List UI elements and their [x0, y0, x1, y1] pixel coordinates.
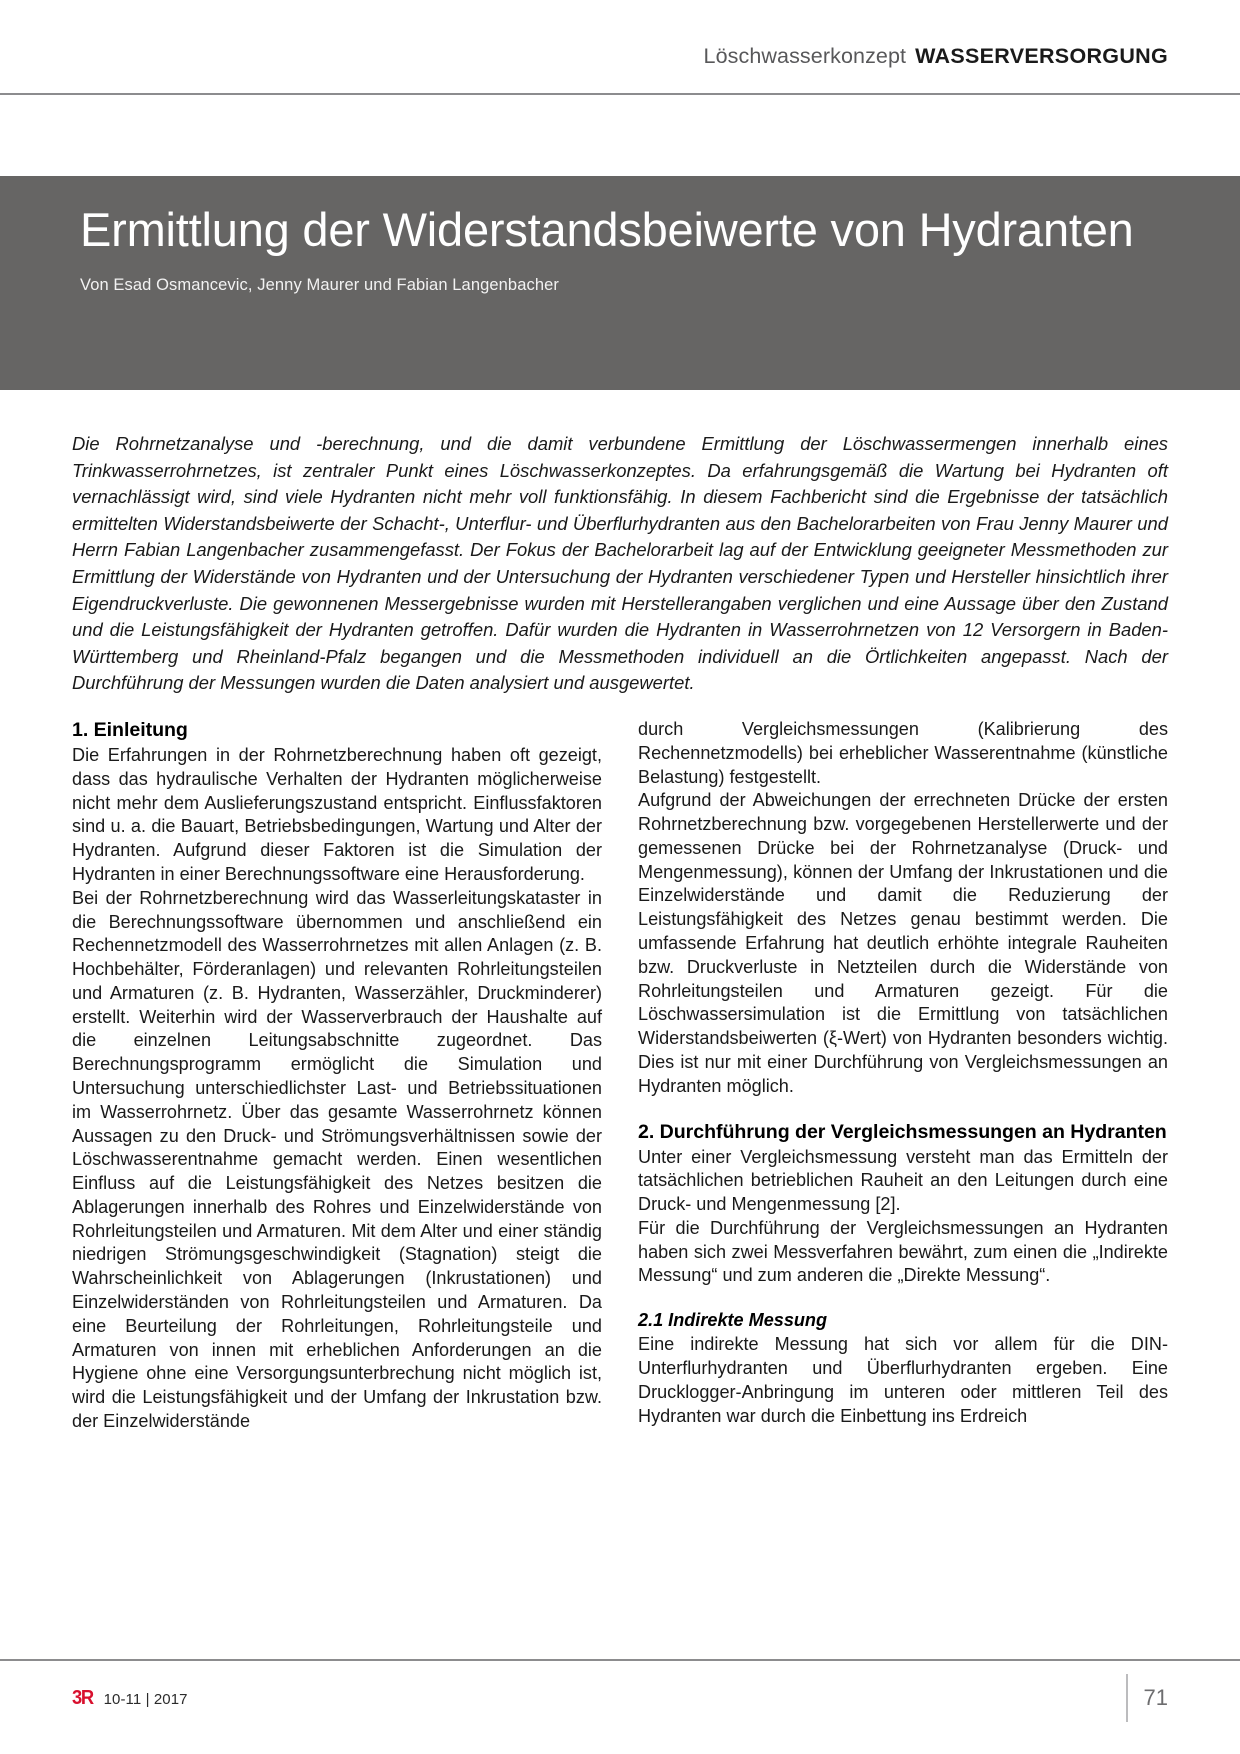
author-line: Von Esad Osmancevic, Jenny Maurer und Fabian Langenbacher	[80, 276, 559, 295]
right-paragraph-1: durch Vergleichsmessungen (Kalibrierung des Rechennetzmodells) bei erheblicher Wasserentnahme (künstliche Belastung) festgestellt.	[638, 719, 1168, 787]
right-paragraph-3: Unter einer Vergleichsmessung versteht man das Ermitteln der tatsächlichen betrieblichen Rauheit an den Leitungen durch eine Druck- und Mengenmessung [2].	[638, 1146, 1168, 1215]
subsection-heading-2-1: 2.1 Indirekte Messung	[638, 1310, 828, 1331]
issue-label: 10-11 | 2017	[103, 1691, 188, 1708]
page-number: 71	[1143, 1685, 1168, 1710]
footer-left-group	[72, 1688, 188, 1708]
right-paragraph-2: Aufgrund der Abweichungen der errechneten Drücke der ersten Rohrnetzberechnung bzw. vorgegebenen Herstellerwerte und der gemessenen Drücke bei der Rohrnetzanalyse (Druck- und Mengenmessung), können der Umfang der Inkrustationen und die Einzelwiderstände und damit die Reduzierung der Leistungsfähigkeit des Netzes genau bestimmt werden. Die umfassende Erfahrung hat deutlich erhöhte integrale Rauheiten bzw. Druckverluste in Netzteilen durch die Widerstände von Rohrleitungsteilen und Armaturen gezeigt. Für die Löschwassersimulation ist die Ermittlung von tatsächlichen Widerstandsbeiwerten (ξ-Wert) von Hydranten besonders wichtig. Dies ist nur mit einer Durchführung von Vergleichsmessungen an Hydranten möglich.	[638, 790, 1168, 1096]
section-heading-2: 2. Durchführung der Vergleichsmessungen an Hydranten	[638, 1120, 1167, 1143]
running-head-topic: WASSERVERSORGUNG	[915, 44, 1168, 68]
body-columns	[72, 718, 1168, 1478]
right-paragraph-5: Eine indirekte Messung hat sich vor allem für die DIN-Unterflurhydranten und Überflurhydranten ergeben. Eine Drucklogger-Anbringung im unteren oder mittleren Teil des Hydranten war durch die Einbettung ins Erdreich	[638, 1334, 1168, 1426]
running-head	[72, 46, 1168, 90]
header-divider	[0, 93, 1240, 95]
title-banner	[0, 176, 1240, 390]
footer-divider	[0, 1659, 1240, 1661]
left-paragraph-1: Die Erfahrungen in der Rohrnetzberechnung haben oft gezeigt, dass das hydraulische Verhalten der Hydranten möglicherweise nicht mehr dem Auslieferungszustand entspricht. Einflussfaktoren sind u. a. die Bauart, Betriebsbedingungen, Wartung und Alter der Hydranten. Aufgrund dieser Faktoren ist die Simulation der Hydranten in einer Berechnungssoftware eine Herausforderung.	[72, 745, 602, 884]
left-paragraph-2: Bei der Rohrnetzberechnung wird das Wasserleitungskataster in die Berechnungssoftware übernommen und anschließend ein Rechennetzmodell des Wasserrohrnetzes mit allen Anlagen (z. B. Hochbehälter, Förderanlagen) und relevanten Rohrleitungsteilen und Armaturen (z. B. Hydranten, Wasserzähler, Druckminderer) erstellt. Weiterhin wird der Wasserverbrauch der Haushalte auf die einzelnen Leitungsabschnitte zugeordnet. Das Berechnungsprogramm ermöglicht die Simulation und Untersuchung unterschiedlichster Last- und Betriebssituationen im Wasserrohrnetz. Über das gesamte Wasserrohrnetz können Aussagen zu den Druck- und Strömungsverhältnissen sowie der Löschwasserentnahme gemacht werden. Einen wesentlichen Einfluss auf die Leistungsfähigkeit des Netzes besitzen die Ablagerungen innerhalb des Rohres und Einzelwiderstände von Rohrleitungsteilen und Armaturen. Mit dem Alter und einer ständig niedrigen Strömungsgeschwindigkeit (Stagnation) steigt die Wahrscheinlichkeit von Ablagerungen (Inkrustationen) und Einzelwiderständen von Rohrleitungsteilen und Armaturen. Da eine Beurteilung der Rohrleitungen, Rohrleitungsteile und Armaturen von innen mit erheblichen Anforderungen an die Hygiene ohne eine Versorgungsunterbrechung nicht möglich ist, wird die Leistungsfähigkeit und der Umfang der Inkrustation bzw. der Einzelwiderstände	[72, 887, 602, 1431]
left-column	[72, 718, 602, 1478]
journal-logo-icon: 3R	[72, 1687, 93, 1709]
abstract-text: Die Rohrnetzanalyse und -berechnung, und die damit verbundene Ermittlung der Löschwassermengen innerhalb eines Trinkwasserrohrnetzes, ist zentraler Punkt eines Löschwasserkonzeptes. Da erfahrungsgemäß die Wartung bei Hydranten oft vernachlässigt wird, sind viele Hydranten nicht mehr voll funktionsfähig. In diesem Fachbericht sind die Ergebnisse der tatsächlich ermittelten Widerstandsbeiwerte der Schacht-, Unterflur- und Überflurhydranten aus den Bachelorarbeiten von Frau Jenny Maurer und Herrn Fabian Langenbacher zusammengefasst. Der Fokus der Bachelorarbeit lag auf der Entwicklung geeigneter Messmethoden zur Ermittlung der Widerstände von Hydranten und der Untersuchung der Hydranten verschiedener Typen und Hersteller hinsichtlich ihrer Eigendruckverluste. Die gewonnenen Messergebnisse wurden mit Herstellerangaben verglichen und eine Aussage über den Zustand und die Leistungsfähigkeit der Hydranten getroffen. Dafür wurden die Hydranten in Wasserrohrnetzen von 12 Versorgern in Baden-Württemberg und Rheinland-Pfalz begangen und die Messmethoden individuell an die Örtlichkeiten angepasst. Nach der Durchführung der Messungen wurden die Daten analysiert und ausgewertet.	[72, 433, 1168, 694]
right-column	[638, 718, 1168, 1478]
section-heading-1: 1. Einleitung	[72, 719, 188, 741]
page-footer	[72, 1680, 1168, 1716]
running-head-section: Löschwasserkonzept	[703, 44, 907, 68]
right-paragraph-4: Für die Durchführung der Vergleichsmessungen an Hydranten haben sich zwei Messverfahren bewährt, zum einen die „Indirekte Messung“ und zum anderen die „Direkte Messung“.	[638, 1217, 1168, 1286]
page-title: Ermittlung der Widerstandsbeiwerte von Hydranten	[80, 203, 1134, 256]
